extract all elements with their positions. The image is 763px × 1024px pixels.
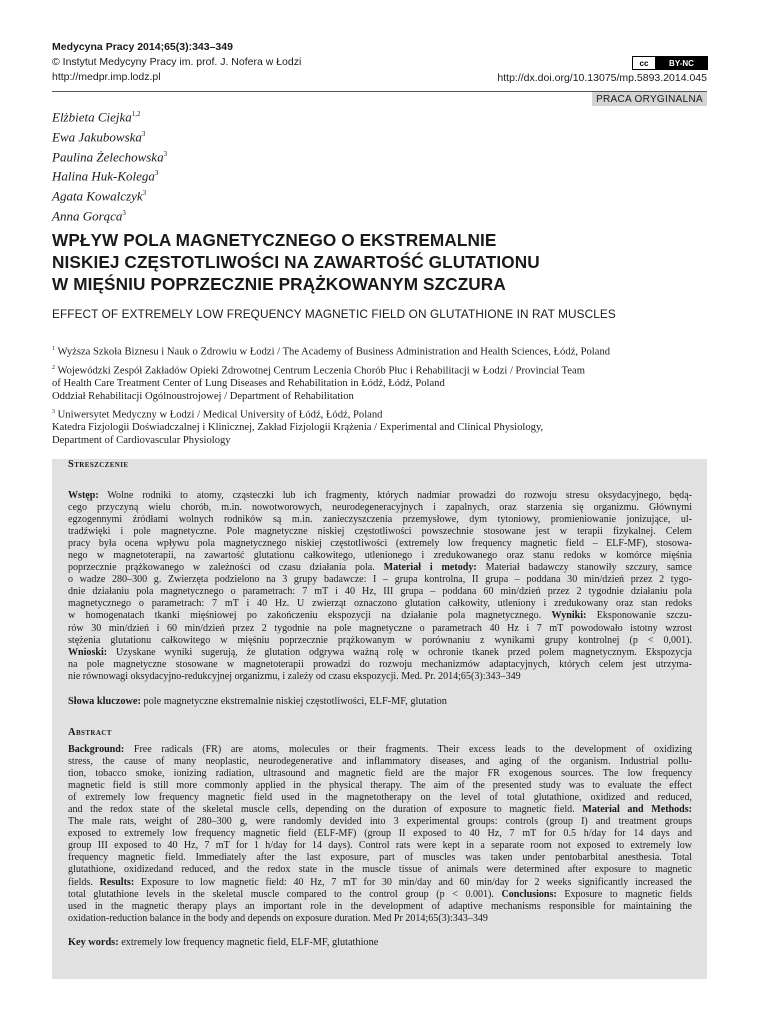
abstract-line: group III exposed to 40 Hz, 7 mT for 1 h/day for 14 days). Control rats were kept in a separate room not exposed to extremely low (68, 840, 692, 852)
abstract-line: total glutathione levels in the skeletal muscle compared to the control group (p < 0.001). Conclusions: Exposure to magnetic fields (68, 888, 692, 900)
article-type-badge: PRACA ORYGINALNA (592, 92, 707, 106)
abstract-keywords (68, 937, 692, 949)
author-affiliation-marker: 3 (154, 169, 159, 178)
affiliation-3: $^3$ Uniwersytet Medyczny w Łodzi / Medical University of Łódź, Łódź, Poland Katedra Fizjologii Doświadczalnej i Klinicznej, Zakład Fizjologii Krążenia / Experimental and Clinical Physiology, Department of Cardiovascular Physiology (52, 409, 544, 446)
streszczenie-line: magnetycznego o parametrach: 7 mT i 40 Hz. U zwierząt oznaczono glutation całkowity, utleniony i zredukowany oraz stan redoks (68, 598, 692, 610)
abstract-line: stress, the cause of many neoplastic, neurodegenerative and inflammatory diseases, and aging of the organism. Industrial pollu- (68, 756, 692, 768)
title-line: WPŁYW POLA MAGNETYCZNEGO O EKSTREMALNIE (52, 230, 497, 250)
author-name: Elżbieta Ciejka$^{1,2}$ (52, 109, 141, 125)
affiliation-marker: 3 (52, 409, 55, 416)
abstract-line: The male rats, weight of 280–300 g, were randomly devided into 3 experimental groups: controls (group I) and treatment groups (68, 816, 692, 828)
abstract-line: fields. Results: Exposure to low magnetic field: 40 Hz, 7 mT for 30 min/day and 60 min/day for 2 weeks significantly increased the (68, 876, 692, 888)
streszczenie-line: nie równowagi oksydacyjno-redukcyjnej organizmu, i zależy od czasu ekspozycji. Med. Pr. 2014;65(3):343–349 (68, 670, 521, 682)
streszczenie-keywords (68, 696, 692, 708)
affiliation-marker: 2 (52, 365, 55, 372)
streszczenie-line: dnie działaniu pola magnetycznego o parametrach: 7 mT i 40 Hz, III grupa – poddana 60 min/dzień przez 2 tygodnie działaniu pola (68, 586, 692, 598)
author-affiliation-marker: 3 (163, 149, 168, 158)
journal-header (52, 40, 352, 85)
title-line: NISKIEJ CZĘSTOTLIWOŚCI NA ZAWARTOŚĆ GLUTATIONU (52, 252, 540, 272)
streszczenie-line: egzogennymi źródłami wolnych rodników są m.in. zanieczyszczenia przemysłowe, dym tytoniowy, promieniowanie jonizujące, ul- (68, 514, 692, 526)
streszczenie-line: cego przyczyną wielu chorób, m.in. nowotworowych, neurodegeneracyjnych i zapalnych, oraz starzenia się organizmu. Głównymi (68, 502, 692, 514)
abstract-line: glutathione, oxidizedand reduced, and the redox state in the muscle tissue of animals were determined after exposure to magnetic (68, 864, 692, 876)
abstract-line: tion, tobacco smoke, ionizing radiation, ultrasound and magnetic field are the major FR exogenous sources. The low frequency (68, 768, 692, 780)
author-affiliation-marker: 3 (122, 209, 126, 218)
affiliation-marker: 1 (52, 346, 55, 352)
streszczenie-line: stężenia glutationu całkowitego w mięśniu poprzecznie prążkowanym w porównaniu z wynikami grupy kontrolnej (p < 0,001). (68, 634, 692, 646)
keywords-en: extremely low frequency magnetic field, ELF-MF, glutathione (118, 937, 379, 948)
streszczenie-line: w homogenatach tkanki mięśniowej po zakończeniu ekspozycji na działanie pola magnetycznego. Wyniki: Eksponowanie szczu- (68, 610, 692, 622)
streszczenie-line: rów 30 min/dzień i 60 min/dzień przez 2 tygodnie na pole magnetyczne o parametrach 40 Hz i 7 mT powodowało istotny wzrost (68, 622, 692, 634)
streszczenie-line: nego w magnetoterapii, na zawartość glutationu całkowitego, utlenionego i zredukowanego oraz stanu redoks w komórce mięśnia (68, 550, 692, 562)
affiliation-2: $^2$ Wojewódzki Zespół Zakładów Opieki Zdrowotnej Centrum Leczenia Chorób Płuc i Rehabilitacji w Łodzi / Provincial Team of Health Care Treatment Center of Lung Diseases and Rehabilitation in Łódź, Łódź, Poland Oddział Rehabilitacji Ogólnoustrojowej / Department of Rehabilitation (52, 365, 585, 402)
abstract-line: oxidation-reduction balance in the body and depends on exposure duration. Med Pr 2014;65(3):343–349 (68, 912, 488, 924)
license-label: BY-NC (656, 57, 707, 69)
abstract-line: of extremely low frequency magnetic field used in the magnetotherapy on the level of total glutathione, oxidized and reduced, (68, 792, 692, 804)
affiliation-1: $^1$ Wyższa Szkoła Biznesu i Nauk o Zdrowiu w Łodzi / The Academy of Business Administration and Health Sciences, Łódź, Poland (52, 346, 611, 358)
streszczenie-body (68, 490, 692, 683)
abstract-line: used in the magnetic therapy plays an important role in the development of adaptive mechanisms responsible for maintaining the (68, 900, 692, 912)
title-line: W MIĘŚNIU POPRZECZNIE PRĄŻKOWANYM SZCZURA (52, 274, 506, 294)
abstract-line: and the redox state of the skeletal muscle cells, depending on the duration of exposure to magnetic field. Material and Methods: (68, 804, 692, 816)
author-name: Anna Gorąca$^3$ (52, 208, 126, 224)
author-name: Halina Huk-Kolega$^3$ (52, 168, 159, 184)
abstract-line: Background: Free radicals (FR) are atoms, molecules or their fragments. Their excess leads to the development of oxidizing (68, 744, 692, 755)
title-english: EFFECT OF EXTREMELY LOW FREQUENCY MAGNETIC FIELD ON GLUTATHIONE IN RAT MUSCLES (52, 307, 616, 321)
streszczenie-line: Wnioski: Uzyskane wyniki sugerują, że glutation odgrywa ważną rolę w ochronie tkanek przed polem magnetycznym. Ekspozycja (68, 646, 692, 658)
author-affiliation-marker: 3 (142, 189, 147, 198)
journal-citation: Medycyna Pracy 2014;65(3):343–349 (52, 41, 233, 53)
copyright-line: © Instytut Medycyny Pracy im. prof. J. Nofera w Łodzi (52, 56, 302, 68)
streszczenie-line: poprzecznie prążkowanego w zależności od czasu działania pola. Materiał i metody: Materiał badawczy stanowiły szczury, samce (68, 562, 692, 574)
author-affiliation-marker: 3 (141, 129, 146, 138)
keywords-label-en: Key words: (68, 937, 119, 948)
author-name: Ewa Jakubowska$^3$ (52, 129, 146, 145)
abstract-line: magnetic field is still more commonly applied in the physical therapy. The aim of the presented study was to evaluate the effect (68, 780, 692, 792)
streszczenie-line: na pole magnetyczne stosowane w magnetoterapii prowadzi do rozwoju mechanizmów adaptacyjnych, których celem jest utrzyma- (68, 658, 692, 670)
abstract-line: frequency magnetic field. Immediately after the last exposure, part of muscles was taken under pentobarbital anesthesia. Total (68, 852, 692, 864)
keywords-pl: pole magnetyczne ekstremalnie niskiej częstotliwości, ELF-MF, glutation (140, 696, 447, 707)
author-affiliation-marker: 1,2 (131, 110, 141, 118)
doi-link[interactable]: http://dx.doi.org/10.13075/mp.5893.2014.045 (497, 72, 707, 84)
abstract-body (68, 744, 692, 925)
cc-icon: cc (633, 57, 656, 69)
author-name: Paulina Żelechowska$^3$ (52, 148, 168, 164)
streszczenie-line: tradźwięki i pole magnetyczne. Pole magnetyczne niskiej częstotliwości powszechnie stosowane jest w terapii fizykalnej. Celem (68, 526, 692, 538)
journal-website-link[interactable]: http://medpr.imp.lodz.pl (52, 71, 161, 83)
abstract-heading: Abstract (68, 727, 112, 738)
streszczenie-line: o wadze 280–300 g. Zwierzęta podzielono na 3 grupy badawcze: I – grupa kontrolna, II grupa – poddana 30 min/dzień przez 2 tygo- (68, 574, 692, 586)
streszczenie-heading: Streszczenie (68, 459, 129, 470)
author-name: Agata Kowalczyk$^3$ (52, 188, 147, 204)
author-list (52, 106, 167, 225)
affiliations (52, 343, 712, 450)
abstract-line: exposed to extremely low frequency magnetic field (ELF-MF) (group II exposed to 40 Hz, 7 mT for 0.5 h/day for 14 days and (68, 828, 692, 840)
streszczenie-line: Wstęp: Wolne rodniki to atomy, cząsteczki lub ich fragmenty, których nadmiar prowadzi do rozwoju stresu oksydacyjnego, będą- (68, 490, 692, 501)
keywords-label-pl: Słowa kluczowe: (68, 696, 141, 707)
cc-license-badge[interactable] (632, 56, 708, 70)
streszczenie-line: pracy była ocena wpływu pola magnetycznego niskiej częstotliwości (extremely low frequency magnetic field – ELF-MF), stosowa- (68, 538, 692, 550)
title-polish (52, 229, 712, 295)
abstract-box (52, 459, 707, 979)
